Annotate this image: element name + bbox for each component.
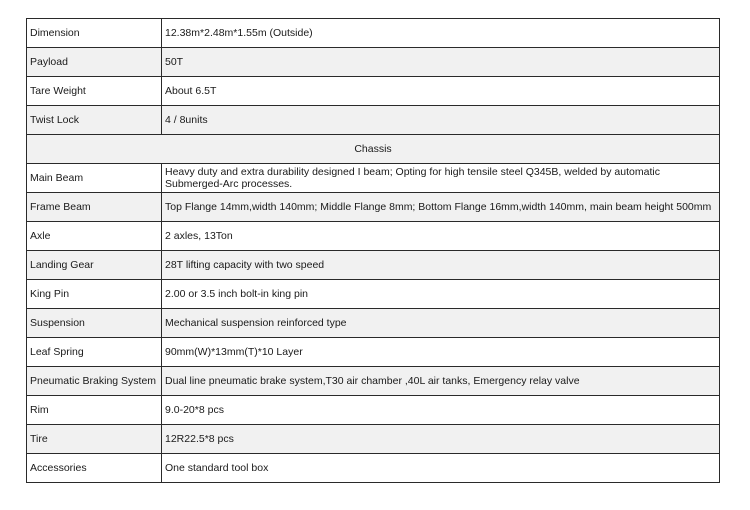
row-value: 2 axles, 13Ton	[162, 222, 720, 251]
row-label: Pneumatic Braking System	[27, 367, 162, 396]
table-row	[27, 396, 720, 425]
row-value: Mechanical suspension reinforced type	[162, 309, 720, 338]
table-row	[27, 251, 720, 280]
table-row	[27, 48, 720, 77]
table-row	[27, 338, 720, 367]
row-value: Top Flange 14mm,width 140mm; Middle Flange 8mm; Bottom Flange 16mm,width 140mm, main beam height 500mm	[162, 193, 720, 222]
row-value: 50T	[162, 48, 720, 77]
table-row	[27, 454, 720, 483]
row-label: King Pin	[27, 280, 162, 309]
row-value: 12R22.5*8 pcs	[162, 425, 720, 454]
row-label: Tire	[27, 425, 162, 454]
table-row	[27, 19, 720, 48]
row-label: Dimension	[27, 19, 162, 48]
row-value: 90mm(W)*13mm(T)*10 Layer	[162, 338, 720, 367]
table-row	[27, 367, 720, 396]
row-label: Payload	[27, 48, 162, 77]
table-row	[27, 193, 720, 222]
spec-table	[26, 18, 720, 483]
row-label: Main Beam	[27, 164, 162, 193]
table-row	[27, 425, 720, 454]
row-value: 12.38m*2.48m*1.55m (Outside)	[162, 19, 720, 48]
row-label: Rim	[27, 396, 162, 425]
section-header-row	[27, 135, 720, 164]
row-label: Leaf Spring	[27, 338, 162, 367]
row-label: Suspension	[27, 309, 162, 338]
row-value: 2.00 or 3.5 inch bolt-in king pin	[162, 280, 720, 309]
table-row	[27, 164, 720, 193]
row-value: 28T lifting capacity with two speed	[162, 251, 720, 280]
table-row	[27, 106, 720, 135]
row-label: Accessories	[27, 454, 162, 483]
table-row	[27, 309, 720, 338]
row-value: 4 / 8units	[162, 106, 720, 135]
row-value: 9.0-20*8 pcs	[162, 396, 720, 425]
row-value: Dual line pneumatic brake system,T30 air chamber ,40L air tanks, Emergency relay valve	[162, 367, 720, 396]
section-title: Chassis	[27, 135, 720, 164]
row-label: Twist Lock	[27, 106, 162, 135]
row-label: Axle	[27, 222, 162, 251]
row-value: One standard tool box	[162, 454, 720, 483]
row-label: Landing Gear	[27, 251, 162, 280]
row-label: Tare Weight	[27, 77, 162, 106]
table-row	[27, 280, 720, 309]
table-row	[27, 77, 720, 106]
row-label: Frame Beam	[27, 193, 162, 222]
table-row	[27, 222, 720, 251]
row-value: About 6.5T	[162, 77, 720, 106]
row-value: Heavy duty and extra durability designed I beam; Opting for high tensile steel Q345B, welded by automatic Submerged-Arc processes.	[162, 164, 720, 193]
